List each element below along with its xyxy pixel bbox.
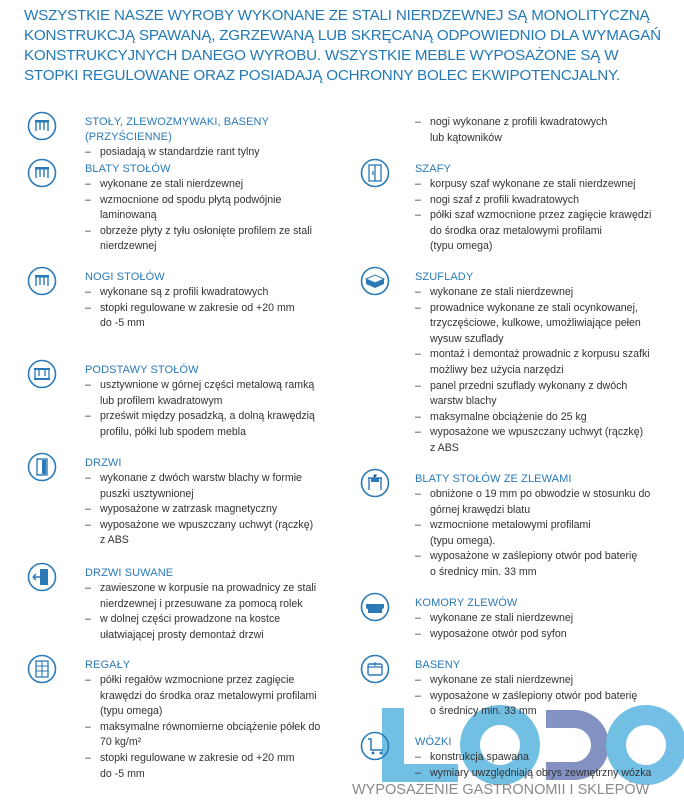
section-szuflady — [415, 270, 677, 457]
section-list — [85, 673, 350, 782]
list-item: – usztywnione w górnej części metalową ramką lub profilem kwadratowym — [85, 378, 350, 409]
list-item: – wyposażone otwór pod syfon — [415, 627, 677, 643]
section-title: WÓZKI — [415, 736, 452, 748]
basin-icon — [360, 654, 390, 684]
table-base-icon — [27, 359, 57, 389]
list-item: – nogi szaf z profili kwadratowych — [415, 193, 677, 209]
list-item: – nogi wykonane z profili kwadratowych lub kątowników — [415, 115, 677, 146]
trolley-icon — [360, 731, 390, 761]
section-list — [415, 487, 677, 581]
sliding-door-icon — [27, 562, 57, 592]
section-regały — [85, 658, 350, 782]
list-item: – konstrukcja spawana — [415, 750, 677, 766]
list-item: – wzmocnione metalowymi profilami (typu omega). — [415, 518, 677, 549]
section-title: STOŁY, ZLEWOZMYWAKI, BASENY (PRZYŚCIENNE) — [85, 116, 269, 143]
section-title: SZUFLADY — [415, 271, 474, 283]
section-title: BLATY STOŁÓW ZE ZLEWAMI — [415, 473, 572, 485]
section-title: BLATY STOŁÓW — [85, 163, 171, 175]
section-list — [85, 285, 350, 332]
section-nogi-stołów — [85, 270, 350, 332]
section-podstawy-stołów — [85, 363, 350, 440]
sink-table-icon — [360, 468, 390, 498]
intro-heading: WSZYSTKIE NASZE WYROBY WYKONANE ZE STALI NIERDZEWNEJ SĄ MONOLITYCZNĄ KONSTRUKCJĄ SPAWANĄ, ZGRZEWANĄ LUB SKRĘCANĄ ODPOWIEDNIO DLA WYMAGAŃ KONSTRUKCYJNYCH DANEGO WYROBU. WSZYSTKIE MEBLE WYPOSAŻONE SĄ W STOPKI REGULOWANE ORAZ POSIADAJĄ OCHRONNY BOLEC EKWIPOTENCJALNY. — [24, 7, 661, 84]
section-list — [85, 471, 350, 549]
list-item: – wyposażone w zatrzask magnetyczny — [85, 502, 350, 518]
section-title: NOGI STOŁÓW — [85, 271, 165, 283]
shelving-icon — [27, 654, 57, 684]
section-baseny — [415, 658, 677, 720]
list-item: – wyposażone w zaślepiony otwór pod baterię o średnicy min. 33 mm — [415, 549, 677, 580]
section-drzwi — [85, 456, 350, 549]
list-item: – wzmocnione od spodu płytą podwójnie laminowaną — [85, 193, 350, 224]
section-title: BASENY — [415, 659, 461, 671]
list-item: – wykonane ze stali nierdzewnej — [415, 611, 677, 627]
section-title: PODSTAWY STOŁÓW — [85, 364, 199, 376]
cabinet-icon — [360, 158, 390, 188]
list-item: – obniżone o 19 mm po obwodzie w stosunku do górnej krawędzi blatu — [415, 487, 677, 518]
drawer-icon — [360, 266, 390, 296]
list-item: – w dolnej części prowadzone na kostce ułatwiającej prosty demontaż drzwi — [85, 612, 350, 643]
list-item: – wykonane z dwóch warstw blachy w formie puszki usztywnionej — [85, 471, 350, 502]
section-title: KOMORY ZLEWÓW — [415, 597, 518, 609]
list-item: – półki szaf wzmocnione przez zagięcie krawędzi do środka oraz metalowymi profilami (typu omega) — [415, 208, 677, 255]
table-icon — [27, 111, 57, 141]
list-item: – wyposażone w zaślepiony otwór pod baterię o średnicy min. 33 mm — [415, 689, 677, 720]
list-item: – stopki regulowane w zakresie od +20 mm do -5 mm — [85, 301, 350, 332]
list-item: – montaż i demontaż prowadnic z korpusu szafki możliwy bez użycia narzędzi — [415, 347, 677, 378]
list-item: – prześwit między posadzką, a dolną krawędzią profilu, półki lub spodem mebla — [85, 409, 350, 440]
section-title: REGAŁY — [85, 659, 131, 671]
list-item: – zawieszone w korpusie na prowadnicy ze stali nierdzewnej i przesuwane za pomocą rolek — [85, 581, 350, 612]
list-item: – wyposażone we wpuszczany uchwyt (rączkę) z ABS — [415, 425, 677, 456]
section-title: SZAFY — [415, 163, 451, 175]
list-item: – wykonane są z profili kwadratowych — [85, 285, 350, 301]
logo-subtitle: WYPOSAŻENIE GASTRONOMII I SKLEPÓW — [352, 782, 650, 798]
list-item: – maksymalne równomierne obciążenie półek do 70 kg/m² — [85, 720, 350, 751]
section-list — [415, 115, 677, 146]
list-item: – prowadnice wykonane ze stali ocynkowanej, trzyczęściowe, kulkowe, umożliwiające pełen wysuw szuflady — [415, 301, 677, 348]
list-item: – obrzeże płyty z tyłu osłonięte profilem ze stali nierdzewnej — [85, 224, 350, 255]
section-komory-zlewów — [415, 596, 677, 642]
section-szafy — [415, 162, 677, 255]
list-item: – wymiary uwzględniają obrys zewnętrzny wózka — [415, 766, 677, 782]
section-title: DRZWI SUWANE — [85, 567, 174, 579]
section-wózki — [415, 735, 677, 781]
section-title: DRZWI — [85, 457, 122, 469]
section-list — [85, 145, 350, 161]
list-item: – panel przedni szuflady wykonany z dwóch warstw blachy — [415, 379, 677, 410]
list-item: – wykonane ze stali nierdzewnej — [85, 177, 350, 193]
section-list — [85, 378, 350, 440]
section-list — [85, 581, 350, 643]
section-blaty-stołów — [85, 162, 350, 255]
section-list — [415, 611, 677, 642]
table-icon — [27, 158, 57, 188]
list-item: – posiadają w standardzie rant tylny — [85, 145, 350, 161]
section-stoły-zlewozmywaki-baseny-przyścienne- — [85, 115, 350, 161]
sink-bowl-icon — [360, 592, 390, 622]
section-list — [85, 177, 350, 255]
list-item: – stopki regulowane w zakresie od +20 mm do -5 mm — [85, 751, 350, 782]
section-list — [415, 750, 677, 781]
list-item: – półki regałów wzmocnione przez zagięcie krawędzi do środka oraz metalowymi profilami (typu omega) — [85, 673, 350, 720]
list-item: – wyposażone we wpuszczany uchwyt (rączkę) z ABS — [85, 518, 350, 549]
section-list — [415, 285, 677, 457]
door-icon — [27, 452, 57, 482]
section-list — [415, 673, 677, 720]
section-list — [415, 177, 677, 255]
section-drzwi-suwane — [85, 566, 350, 643]
list-item: – korpusy szaf wykonane ze stali nierdzewnej — [415, 177, 677, 193]
section-blaty-stołów-ze-zlewami — [415, 472, 677, 581]
list-item: – wykonane ze stali nierdzewnej — [415, 673, 677, 689]
list-item: – wykonane ze stali nierdzewnej — [415, 285, 677, 301]
table-icon — [27, 266, 57, 296]
section-continued — [415, 115, 677, 146]
list-item: – maksymalne obciążenie do 25 kg — [415, 410, 677, 426]
